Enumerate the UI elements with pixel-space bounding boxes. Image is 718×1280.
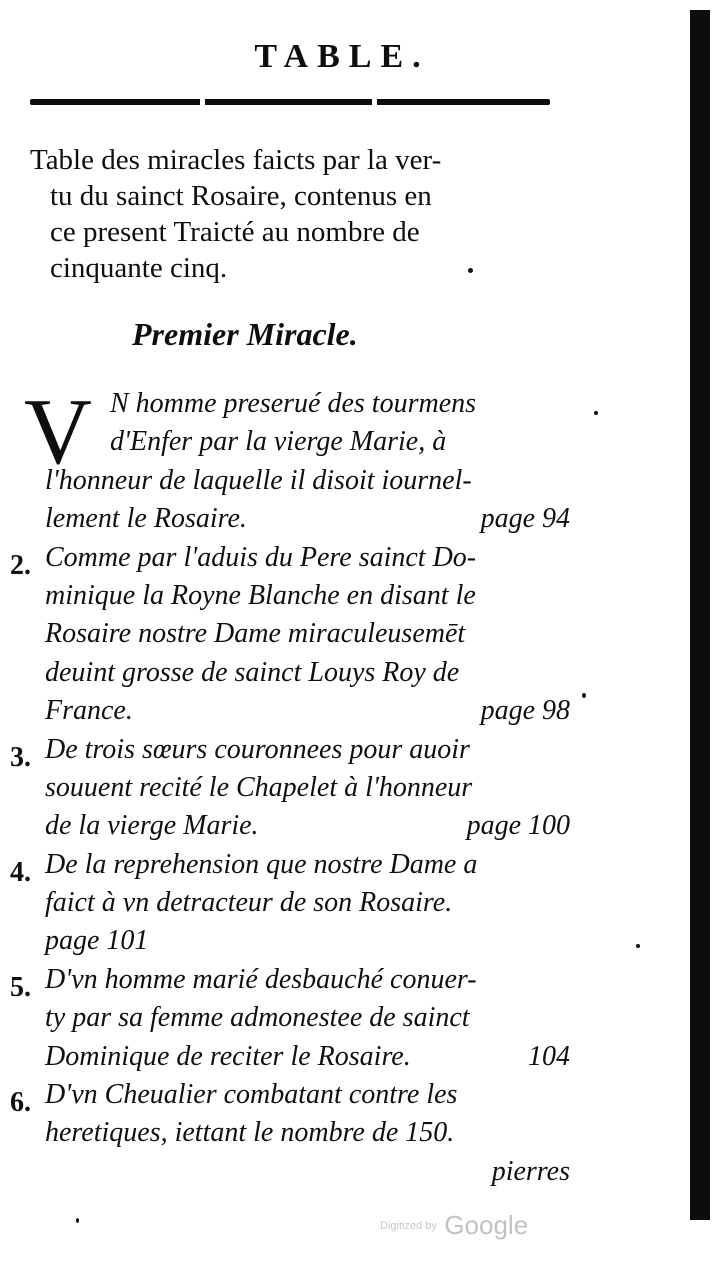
table-entry-line (0, 1153, 600, 1191)
entry-text: Comme par l'aduis du Pere sainct Do- (45, 541, 477, 573)
header-rule (30, 99, 550, 105)
intro-line: Table des miracles faicts par la ver- (30, 144, 442, 176)
table-entry-line (0, 769, 600, 807)
entry-text: France. (45, 695, 133, 727)
intro-line: ce present Traicté au nombre de (50, 216, 420, 248)
page-reference: page 94 (480, 503, 570, 535)
ink-spot (468, 268, 473, 273)
ink-spot (582, 693, 586, 698)
entry-text: D'vn Cheualier combatant contre les (45, 1079, 458, 1111)
table-entry-line (0, 922, 600, 960)
entry-number: 5. (10, 971, 31, 1003)
miracle-list (0, 380, 600, 1191)
table-entry-line (0, 539, 600, 581)
table-entry-line (0, 1038, 600, 1076)
entry-text: De la reprehension que nostre Dame a (45, 848, 478, 880)
page-reference: 104 (528, 1040, 570, 1072)
entry-text: N homme preserué des tourmens (110, 388, 477, 419)
digitized-label: Digitized by (380, 1219, 437, 1232)
drop-cap: V (24, 380, 92, 484)
ink-spot (76, 1218, 79, 1223)
table-entry-line (0, 807, 600, 845)
google-logo-text: Google (444, 1210, 529, 1240)
entry-text: d'Enfer par la vierge Marie, à (110, 426, 447, 458)
entry-text: heretiques, iettant le nombre de 150. (45, 1117, 455, 1149)
entry-text: lement le Rosaire. (45, 503, 247, 535)
entry-text: deuint grosse de sainct Louys Roy de (45, 656, 460, 688)
table-entry-line (0, 654, 600, 692)
table-entry-line (0, 500, 600, 538)
table-entry-line (0, 577, 600, 615)
ink-spot (594, 411, 598, 415)
digitized-by-google (380, 1210, 528, 1241)
table-entry-line (0, 999, 600, 1037)
table-entry-line (0, 846, 600, 888)
entry-text: souuent recité le Chapelet à l'honneur (45, 771, 473, 803)
binding-shadow (690, 10, 710, 1220)
rule-break (372, 99, 377, 105)
table-entry-line (0, 961, 600, 1003)
intro-paragraph (30, 142, 570, 286)
table-entry-line (0, 615, 600, 653)
entry-text: De trois sœurs couronnees pour auoir (45, 733, 470, 765)
table-entry-line (0, 462, 600, 500)
rule-break (200, 99, 205, 105)
entry-number: 6. (10, 1087, 31, 1119)
entry-text: minique la Royne Blanche en disant le (45, 579, 476, 611)
entry-text: ty par sa femme admonestee de sainct (45, 1002, 470, 1034)
table-entry-line (0, 692, 600, 730)
table-entry-line (0, 385, 600, 423)
table-entry-line (0, 731, 600, 773)
table-entry-line (0, 1114, 600, 1152)
entry-text: Rosaire nostre Dame miraculeusemēt (45, 618, 466, 650)
entry-text: D'vn homme marié desbauché conuer- (45, 963, 477, 995)
entry-text: page 101 (45, 925, 149, 957)
intro-line: tu du sainct Rosaire, contenus en (50, 180, 432, 212)
page-reference: page 100 (466, 810, 570, 842)
table-entry-line (0, 884, 600, 922)
section-title: Premier Miracle. (132, 316, 358, 352)
entry-number: 4. (10, 856, 31, 888)
table-entry-line (0, 423, 600, 461)
entry-number: 2. (10, 549, 31, 581)
page-reference: page 98 (480, 695, 570, 727)
page-reference: pierres (491, 1155, 570, 1187)
entry-number: 3. (10, 741, 31, 773)
intro-line: cinquante cinq. (50, 252, 228, 284)
table-entry-line (0, 1076, 600, 1119)
ink-spot (636, 944, 640, 948)
page-edge (684, 0, 718, 1280)
entry-text: de la vierge Marie. (45, 810, 259, 842)
page-header: TABLE. (254, 38, 430, 75)
entry-text: l'honneur de laquelle il disoit iournel- (45, 464, 472, 496)
entry-text: faict à vn detracteur de son Rosaire. (45, 887, 453, 919)
entry-text: Dominique de reciter le Rosaire. (45, 1040, 411, 1072)
